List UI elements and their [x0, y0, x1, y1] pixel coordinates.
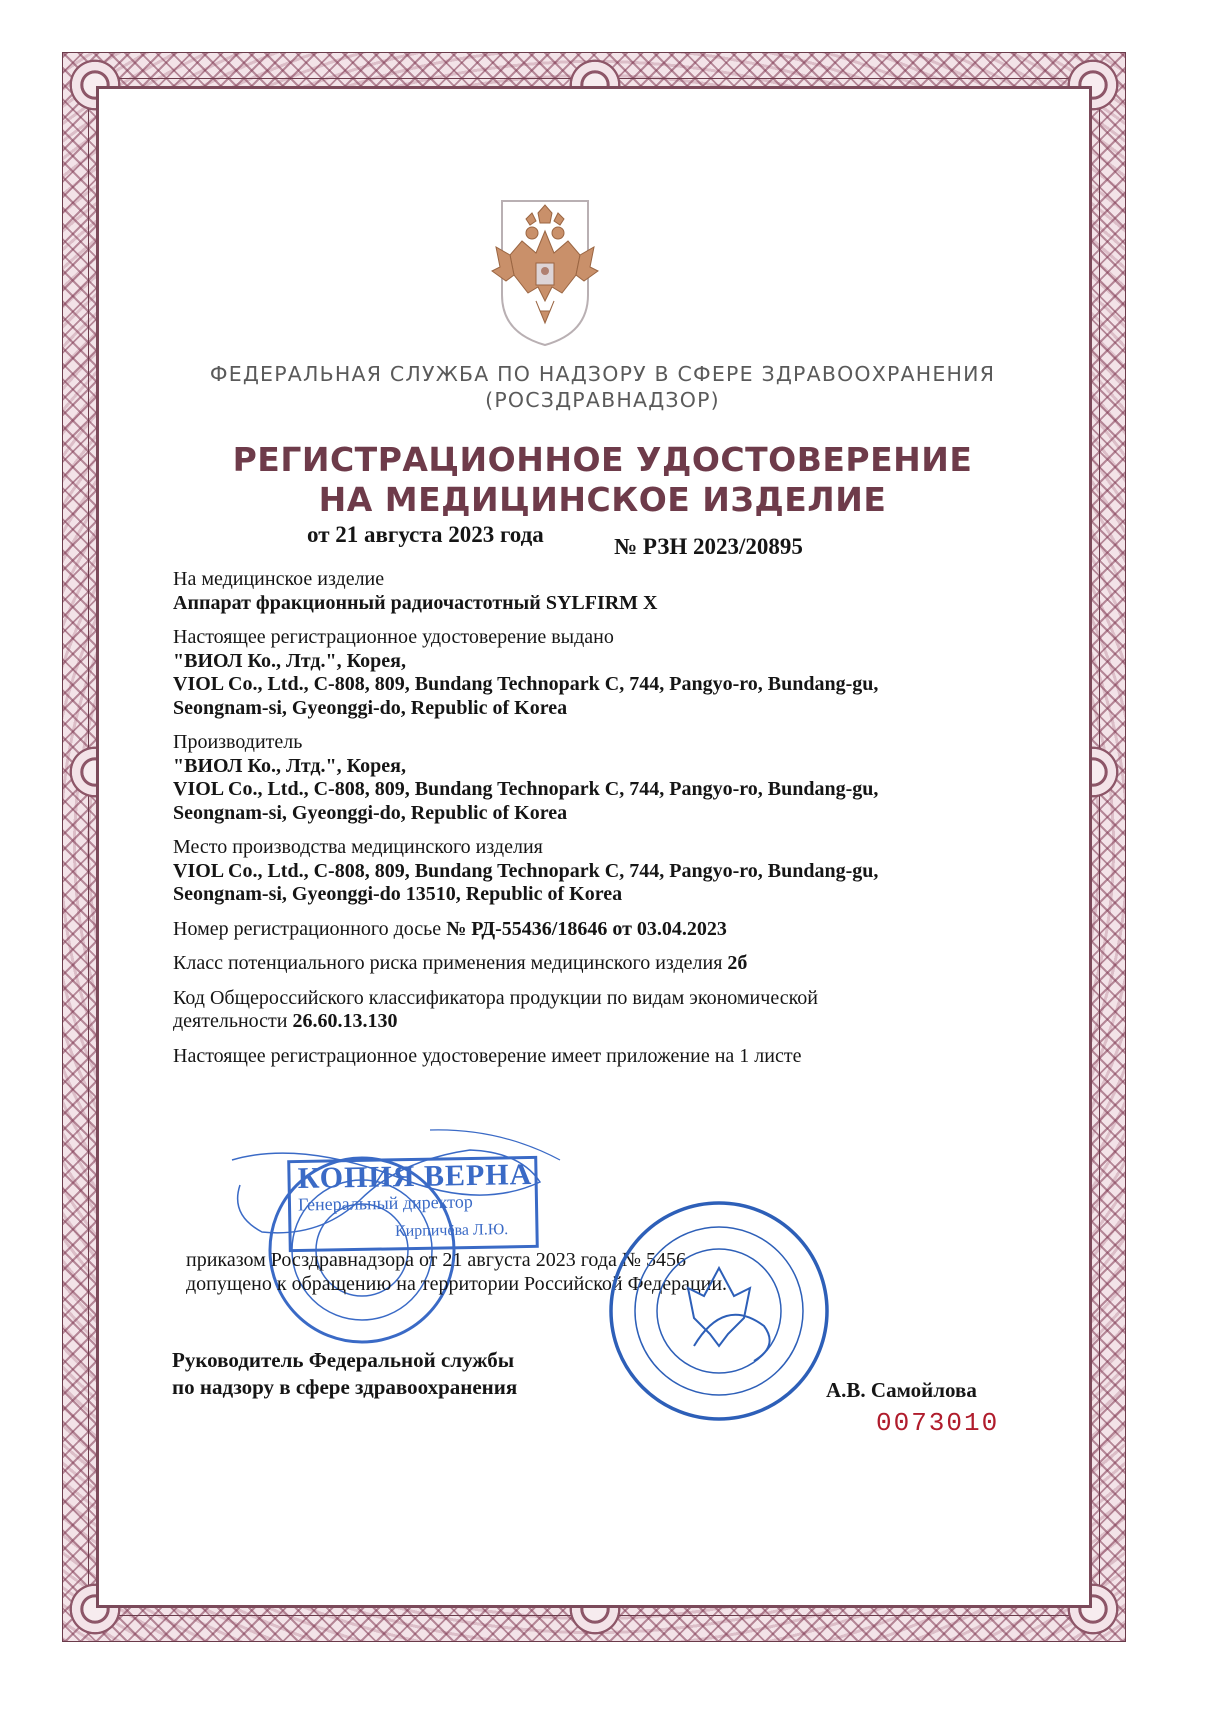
production-site-label: Место производства медицинского изделия	[173, 836, 543, 858]
signatory-name: А.В. Самойлова	[826, 1378, 977, 1402]
manufacturer-label: Производитель	[173, 731, 303, 753]
agency-abbreviation: (РОСЗДРАВНАДЗОР)	[485, 388, 720, 412]
manufacturer-address: Seongnam-si, Gyeonggi-do, Republic of Korea	[173, 801, 568, 824]
manufacturer-address: VIOL Co., Ltd., C-808, 809, Bundang Technopark C, 744, Pangyo-ro, Bundang-gu,	[173, 778, 879, 800]
certificate-title: РЕГИСТРАЦИОННОЕ УДОСТОВЕРЕНИЕ	[232, 440, 973, 479]
serial-number: 0073010	[876, 1408, 1000, 1438]
production-site-address: Seongnam-si, Gyeonggi-do 13510, Republic of Korea	[173, 883, 623, 905]
okpd-value: 26.60.13.130	[292, 1010, 398, 1032]
copy-stamp-subtitle: Генеральный директор	[297, 1191, 473, 1215]
okpd-label: Код Общероссийского классификатора продукции по видам экономической	[173, 986, 818, 1009]
holder-address: VIOL Co., Ltd., C-808, 809, Bundang Technopark C, 744, Pangyo-ro, Bundang-gu,	[173, 673, 879, 695]
agency-name: ФЕДЕРАЛЬНАЯ СЛУЖБА ПО НАДЗОРУ В СФЕРЕ ЗДРАВООХРАНЕНИЯ	[209, 362, 996, 386]
issue-date: от 21 августа 2023 года	[307, 522, 544, 547]
order-line: допущено к обращению на территории Российской Федерации.	[186, 1273, 728, 1295]
device-label: На медицинское изделие	[173, 568, 385, 590]
okpd-label: деятельности	[173, 1010, 293, 1032]
production-site-address: VIOL Co., Ltd., C-808, 809, Bundang Technopark C, 744, Pangyo-ro, Bundang-gu,	[173, 859, 879, 882]
risk-class-value: 2б	[727, 952, 748, 974]
holder-name: "ВИОЛ Ко., Лтд.", Корея,	[173, 649, 406, 672]
official-seal-icon	[604, 1196, 834, 1426]
manufacturer-name: "ВИОЛ Ко., Лтд.", Корея,	[173, 754, 406, 777]
registration-number: № РЗН 2023/20895	[614, 534, 803, 559]
signatory-position: по надзору в сфере здравоохранения	[172, 1375, 518, 1399]
order-line: приказом Росздравнадзора от 21 августа 2023 года № 5456	[186, 1249, 686, 1271]
copy-stamp-title: КОПИЯ ВЕРНА	[297, 1157, 533, 1196]
device-name: Аппарат фракционный радиочастотный SYLFIRM X	[173, 591, 658, 614]
dossier-label: Номер регистрационного досье	[173, 917, 447, 940]
attachment-note: Настоящее регистрационное удостоверение имеет приложение на 1 листе	[173, 1044, 802, 1067]
signatory-position: Руководитель Федеральной службы	[172, 1348, 515, 1372]
holder-label: Настоящее регистрационное удостоверение выдано	[173, 626, 614, 648]
certificate-subtitle: НА МЕДИЦИНСКОЕ ИЗДЕЛИЕ	[318, 480, 887, 519]
holder-address: Seongnam-si, Gyeonggi-do, Republic of Korea	[173, 696, 568, 719]
copy-stamp-name: Кирпичёва Л.Ю.	[394, 1221, 509, 1240]
risk-class-label: Класс потенциального риска применения медицинского изделия	[173, 952, 728, 974]
dossier-value: № РД-55436/18646 от 03.04.2023	[446, 917, 727, 940]
